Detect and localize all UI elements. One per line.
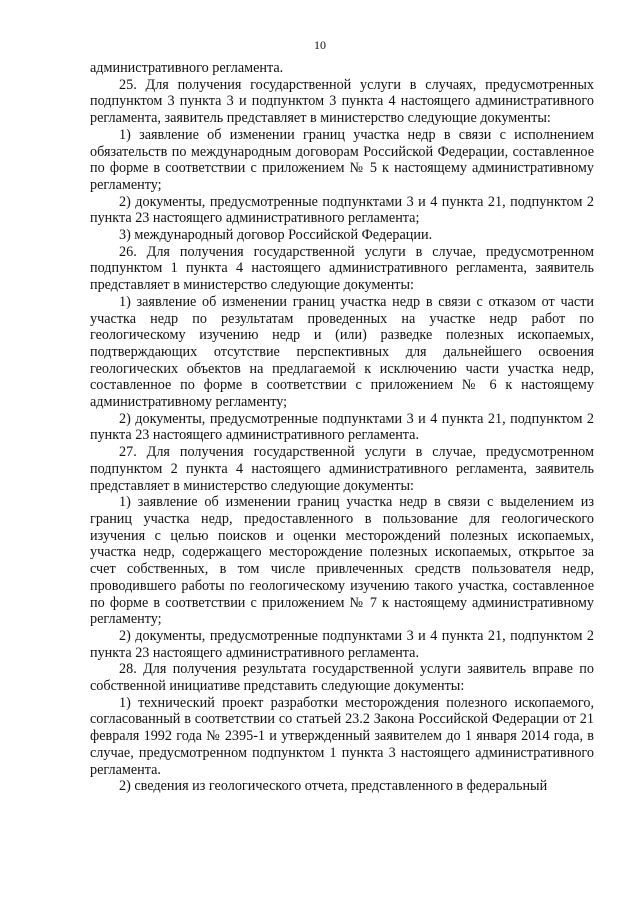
paragraph: 26. Для получения государственной услуги в случае, предусмотренном подпунктом 1 пункта 4 настоящего административного регламента, заявитель представляет в министерство следующие документы:: [90, 243, 594, 294]
paragraph: 1) заявление об изменении границ участка недр в связи с выделением из границ участка недр, предоставленного в пользование для геологического изучения с целью поисков и оценки месторождений полезных ископаемых, участка недр, содержащего месторождение полезных ископаемых, открытое за счет собственных, в том числе привлеченных средств пользователя недр, проводившего работы по геологическому изучению такого участка, составленное по форме в соответствии с приложением № 7 к настоящему административному регламенту;: [90, 494, 594, 628]
paragraph: 2) документы, предусмотренные подпунктами 3 и 4 пункта 21, подпунктом 2 пункта 23 настоящего административного регламента;: [90, 193, 594, 227]
paragraph: 25. Для получения государственной услуги в случаях, предусмотренных подпунктом 3 пункта 3 и подпунктом 3 пункта 4 настоящего административного регламента, заявитель представляет в министерство следующие документы:: [90, 76, 594, 127]
paragraph: 3) международный договор Российской Федерации.: [119, 227, 433, 244]
paragraph: 1) технический проект разработки месторождения полезного ископаемого, согласованный в соответствии со статьей 23.2 Закона Российской Федерации от 21 февраля 1992 года № 2395-1 и утвержденный заявителем до 1 января 2014 года, в случае, предусмотренном подпунктом 1 пункта 3 настоящего административного регламента.: [90, 694, 594, 778]
document-body: [90, 60, 594, 795]
paragraph: 1) заявление об изменении границ участка недр в связи с исполнением обязательств по международным договорам Российской Федерации, составленное по форме в соответствии с приложением № 5 к настоящему административному регламенту;: [90, 126, 594, 193]
paragraph: 27. Для получения государственной услуги в случае, предусмотренном подпунктом 2 пункта 4 настоящего административного регламента, заявитель представляет в министерство следующие документы:: [90, 444, 594, 494]
paragraph: 1) заявление об изменении границ участка недр в связи с отказом от части участка недр по результатам проведенных на участке недр работ по геологическому изучению недр и (или) разведке полезных ископаемых, подтверждающих отсутствие перспективных для дальнейшего освоения геологических объектов на предлагаемой к исключению части участка недр, составленное по форме в соответствии с приложением № 6 к настоящему административному регламенту;: [90, 293, 594, 411]
paragraph: 28. Для получения результата государственной услуги заявитель вправе по собственной инициативе представить следующие документы:: [90, 661, 594, 695]
paragraph: 2) документы, предусмотренные подпунктами 3 и 4 пункта 21, подпунктом 2 пункта 23 настоящего административного регламента.: [90, 627, 594, 661]
paragraph: 2) документы, предусмотренные подпунктами 3 и 4 пункта 21, подпунктом 2 пункта 23 настоящего административного регламента.: [90, 410, 594, 444]
paragraph: 2) сведения из геологического отчета, представленного в федеральный: [119, 778, 548, 795]
page-number: 10: [314, 38, 326, 52]
paragraph: административного регламента.: [90, 60, 284, 76]
